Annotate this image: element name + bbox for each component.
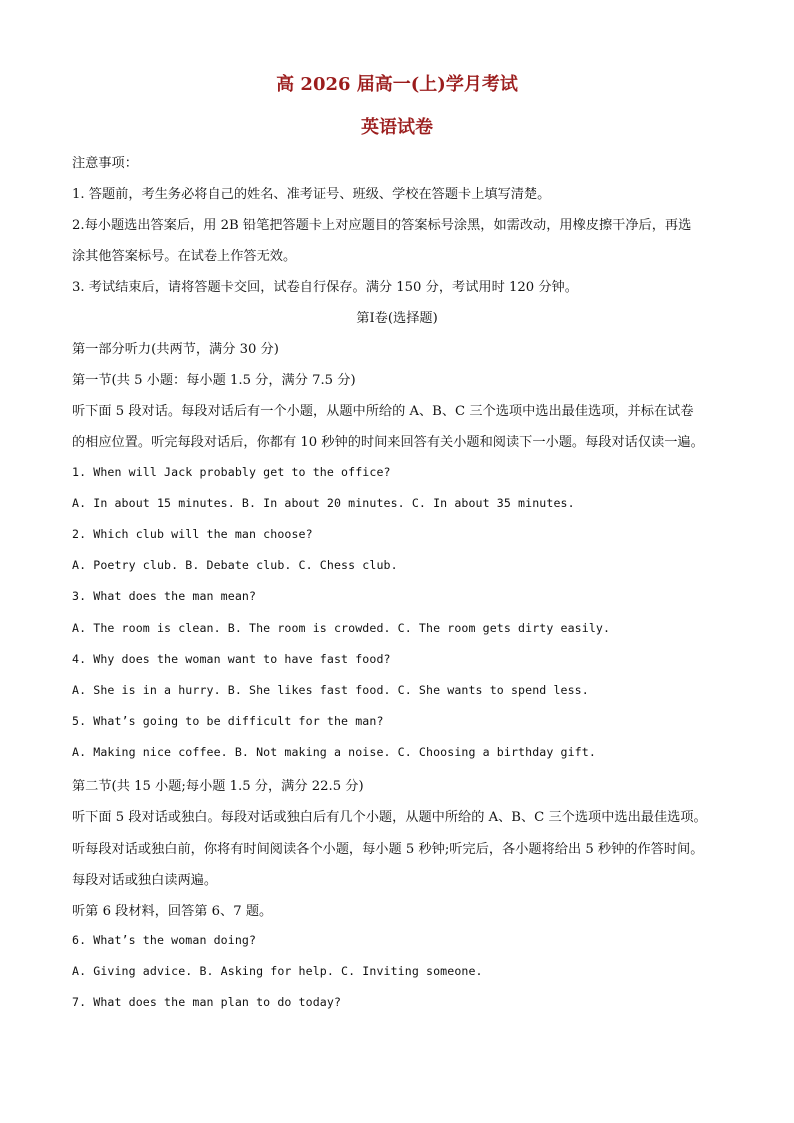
question-4: 4. Why does the woman want to have fast food? <box>72 652 391 666</box>
exam-title: 高 2026 届高一(上)学月考试 <box>276 74 518 95</box>
notice-heading: 注意事项： <box>72 156 138 171</box>
section2-title: 第二节(共 15 小题;每小题 1.5 分，满分 22.5 分) <box>72 779 364 794</box>
question-1: 1. When will Jack probably get to the office? <box>72 465 391 479</box>
material-6-note: 听第 6 段材料，回答第 6、7 题。 <box>72 904 273 919</box>
volume-title: 第Ⅰ卷(选择题) <box>356 311 438 326</box>
section1-instructions-1: 听下面 5 段对话。每段对话后有一个小题，从题中所给的 A、B、C 三个选项中选出最佳选项，并标在试卷 <box>72 404 694 419</box>
question-3: 3. What does the man mean? <box>72 589 257 603</box>
question-4-options: A. She is in a hurry. B. She likes fast food. C. She wants to spend less. <box>72 683 589 697</box>
question-5: 5. What’s going to be difficult for the man? <box>72 714 384 728</box>
question-3-options: A. The room is clean. B. The room is crowded. C. The room gets dirty easily. <box>72 621 611 635</box>
section1-instructions-2: 的相应位置。听完每段对话后，你都有 10 秒钟的时间来回答有关小题和阅读下一小题。每段对话仅读一遍。 <box>72 435 704 450</box>
question-1-options: A. In about 15 minutes. B. In about 20 minutes. C. In about 35 minutes. <box>72 496 575 510</box>
notice-item-2-cont: 涂其他答案标号。在试卷上作答无效。 <box>72 249 297 264</box>
question-2-options: A. Poetry club. B. Debate club. C. Chess club. <box>72 558 398 572</box>
section2-instructions-2: 听每段对话或独白前，你将有时间阅读各个小题，每小题 5 秒钟;听完后，各小题将给出 5 秒钟的作答时间。 <box>72 842 704 857</box>
exam-subtitle: 英语试卷 <box>361 117 433 138</box>
question-7: 7. What does the man plan to do today? <box>72 995 342 1009</box>
notice-item-3: 3. 考试结束后，请将答题卡交回，试卷自行保存。满分 150 分，考试用时 120 分钟。 <box>72 280 578 295</box>
question-6: 6. What’s the woman doing? <box>72 933 257 947</box>
notice-item-2: 2.每小题选出答案后，用 2B 铅笔把答题卡上对应题目的答案标号涂黑，如需改动，用橡皮擦干净后，再选 <box>72 218 692 233</box>
question-6-options: A. Giving advice. B. Asking for help. C. Inviting someone. <box>72 964 483 978</box>
section1-title: 第一节(共 5 小题：每小题 1.5 分，满分 7.5 分) <box>72 373 356 388</box>
section2-instructions-1: 听下面 5 段对话或独白。每段对话或独白后有几个小题，从题中所给的 A、B、C 三个选项中选出最佳选项。 <box>72 810 707 825</box>
question-5-options: A. Making nice coffee. B. Not making a noise. C. Choosing a birthday gift. <box>72 745 596 759</box>
question-2: 2. Which club will the man choose? <box>72 527 313 541</box>
part1-title: 第一部分听力(共两节，满分 30 分) <box>72 342 279 357</box>
section2-instructions-3: 每段对话或独白读两遍。 <box>72 873 218 888</box>
notice-item-1: 1. 答题前，考生务必将自己的姓名、准考证号、班级、学校在答题卡上填写清楚。 <box>72 187 551 202</box>
